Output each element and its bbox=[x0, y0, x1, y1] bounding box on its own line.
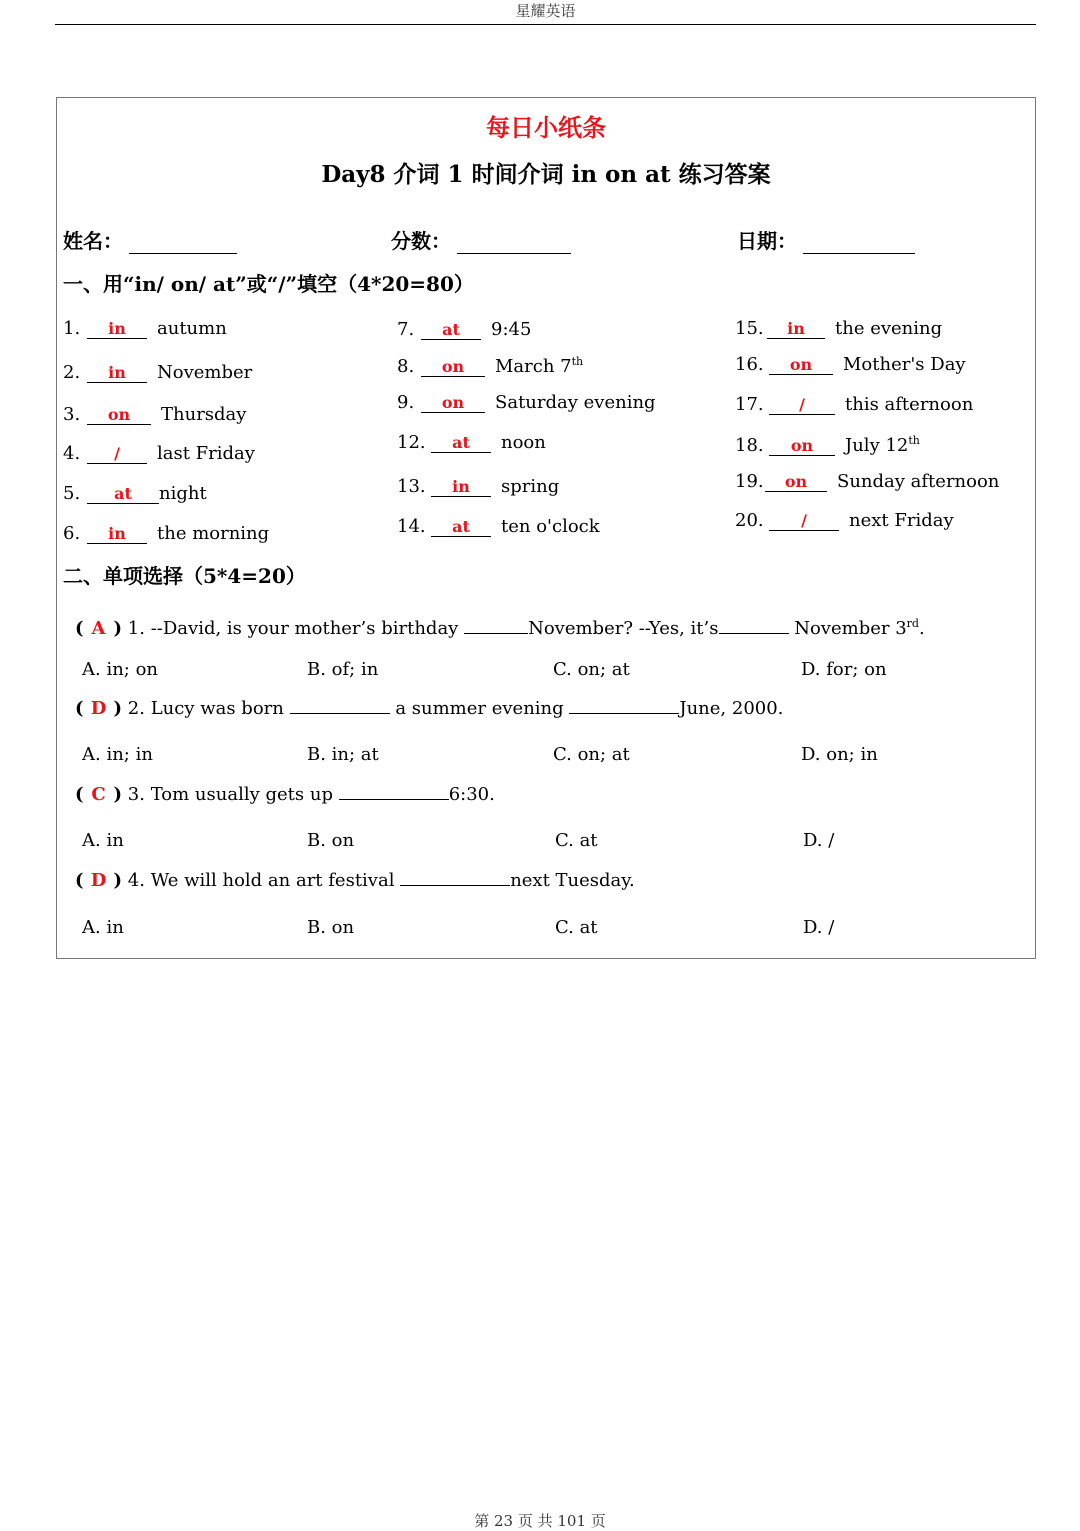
name-field: 姓名： bbox=[63, 225, 237, 254]
fill-item: 16. on Mother's Day bbox=[735, 354, 966, 375]
option: D. for; on bbox=[801, 659, 887, 680]
fill-item: 15. in the evening bbox=[735, 318, 943, 339]
fill-item: 19. on Sunday afternoon bbox=[735, 471, 1000, 492]
fill-item: 8. on March 7th bbox=[397, 355, 584, 377]
fill-item: 17. / this afternoon bbox=[735, 394, 974, 415]
fill-item: 6. in the morning bbox=[63, 523, 270, 544]
page-footer: 第 23 页 共 101 页 bbox=[474, 1512, 606, 1530]
fill-item: 12. at noon bbox=[397, 432, 546, 453]
fill-item: 3. on Thursday bbox=[63, 404, 247, 425]
fill-item: 18. on July 12th bbox=[735, 434, 920, 456]
option: A. in bbox=[82, 917, 124, 938]
option: A. in; in bbox=[82, 744, 153, 765]
fill-item: 7. at 9:45 bbox=[397, 319, 532, 340]
question-1: ( A ) 1. --David, is your mother’s birthday November? --Yes, it’s November 3rd. bbox=[75, 617, 925, 639]
option: C. at bbox=[555, 917, 598, 938]
section-1-heading: 一、用“in/ on/ at”或“/”填空（4*20=80） bbox=[63, 272, 474, 296]
fill-item: 13. in spring bbox=[397, 476, 560, 497]
question-3: ( C ) 3. Tom usually gets up 6:30. bbox=[75, 781, 495, 805]
fill-item: 4. / last Friday bbox=[63, 443, 255, 464]
fill-item: 14. at ten o'clock bbox=[397, 516, 600, 537]
option: B. of; in bbox=[307, 659, 379, 680]
fill-item: 20. / next Friday bbox=[735, 510, 954, 531]
option: C. on; at bbox=[553, 744, 630, 765]
fill-item: 5. at night bbox=[63, 483, 207, 504]
option: A. in; on bbox=[82, 659, 159, 680]
option: A. in bbox=[82, 830, 124, 851]
worksheet bbox=[56, 97, 1036, 959]
date-field: 日期： bbox=[737, 225, 915, 254]
option: D. / bbox=[803, 917, 835, 938]
worksheet-subtitle: Day8 介词 1 时间介词 in on at 练习答案 bbox=[321, 161, 771, 188]
score-field: 分数： bbox=[391, 225, 571, 254]
worksheet-title: 每日小纸条 bbox=[486, 114, 606, 142]
question-4: ( D ) 4. We will hold an art festival next Tuesday. bbox=[75, 867, 635, 891]
question-2: ( D ) 2. Lucy was born a summer evening June, 2000. bbox=[75, 695, 783, 719]
option: B. in; at bbox=[307, 744, 379, 765]
option: B. on bbox=[307, 830, 355, 851]
section-2-heading: 二、单项选择（5*4=20） bbox=[63, 564, 306, 588]
option: C. on; at bbox=[553, 659, 630, 680]
option: C. at bbox=[555, 830, 598, 851]
fill-item: 1. in autumn bbox=[63, 318, 227, 339]
option: D. / bbox=[803, 830, 835, 851]
option: D. on; in bbox=[801, 744, 878, 765]
fill-item: 9. on Saturday evening bbox=[397, 392, 656, 413]
fill-item: 2. in November bbox=[63, 362, 253, 383]
option: B. on bbox=[307, 917, 355, 938]
page-header: 星耀英语 bbox=[55, 0, 1036, 25]
